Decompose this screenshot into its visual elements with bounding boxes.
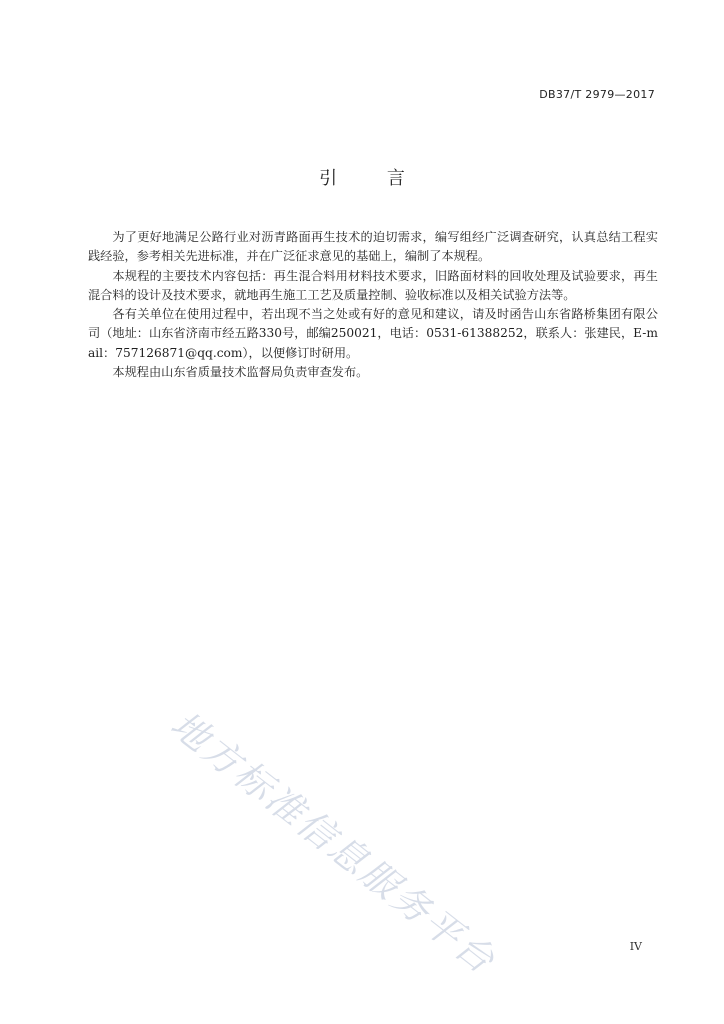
paragraph-purpose: 为了更好地满足公路行业对沥青路面再生技术的迫切需求，编写组经广泛调查研究，认真总结工程实践经验，参考相关先进标准，并在广泛征求意见的基础上，编制了本规程。 — [88, 230, 658, 264]
watermark: 地方标准信息服务平台 — [162, 702, 505, 983]
paragraph-issuer: 本规程由山东省质量技术监督局负责审查发布。 — [112, 365, 369, 380]
paragraph-feedback: 各有关单位在使用过程中，若出现不当之处或有好的意见和建议，请及时函告山东省路桥集团有限公司（地址：山东省济南市经五路330号，邮编250021，电话：0531-61388252，联系人：张建民，E-mail：757126871@qq.com），以便修订时研用。 — [88, 307, 658, 360]
standard-code: DB37/T 2979—2017 — [539, 88, 655, 101]
page-number: IV — [629, 940, 642, 953]
page-title: 引 言 — [319, 168, 427, 189]
paragraph-main-content: 本规程的主要技术内容包括：再生混合料用材料技术要求，旧路面材料的回收处理及试验要求，再生混合料的设计及技术要求，就地再生施工工艺及质量控制、验收标准以及相关试验方法等。 — [88, 268, 658, 302]
body-text — [88, 228, 658, 382]
